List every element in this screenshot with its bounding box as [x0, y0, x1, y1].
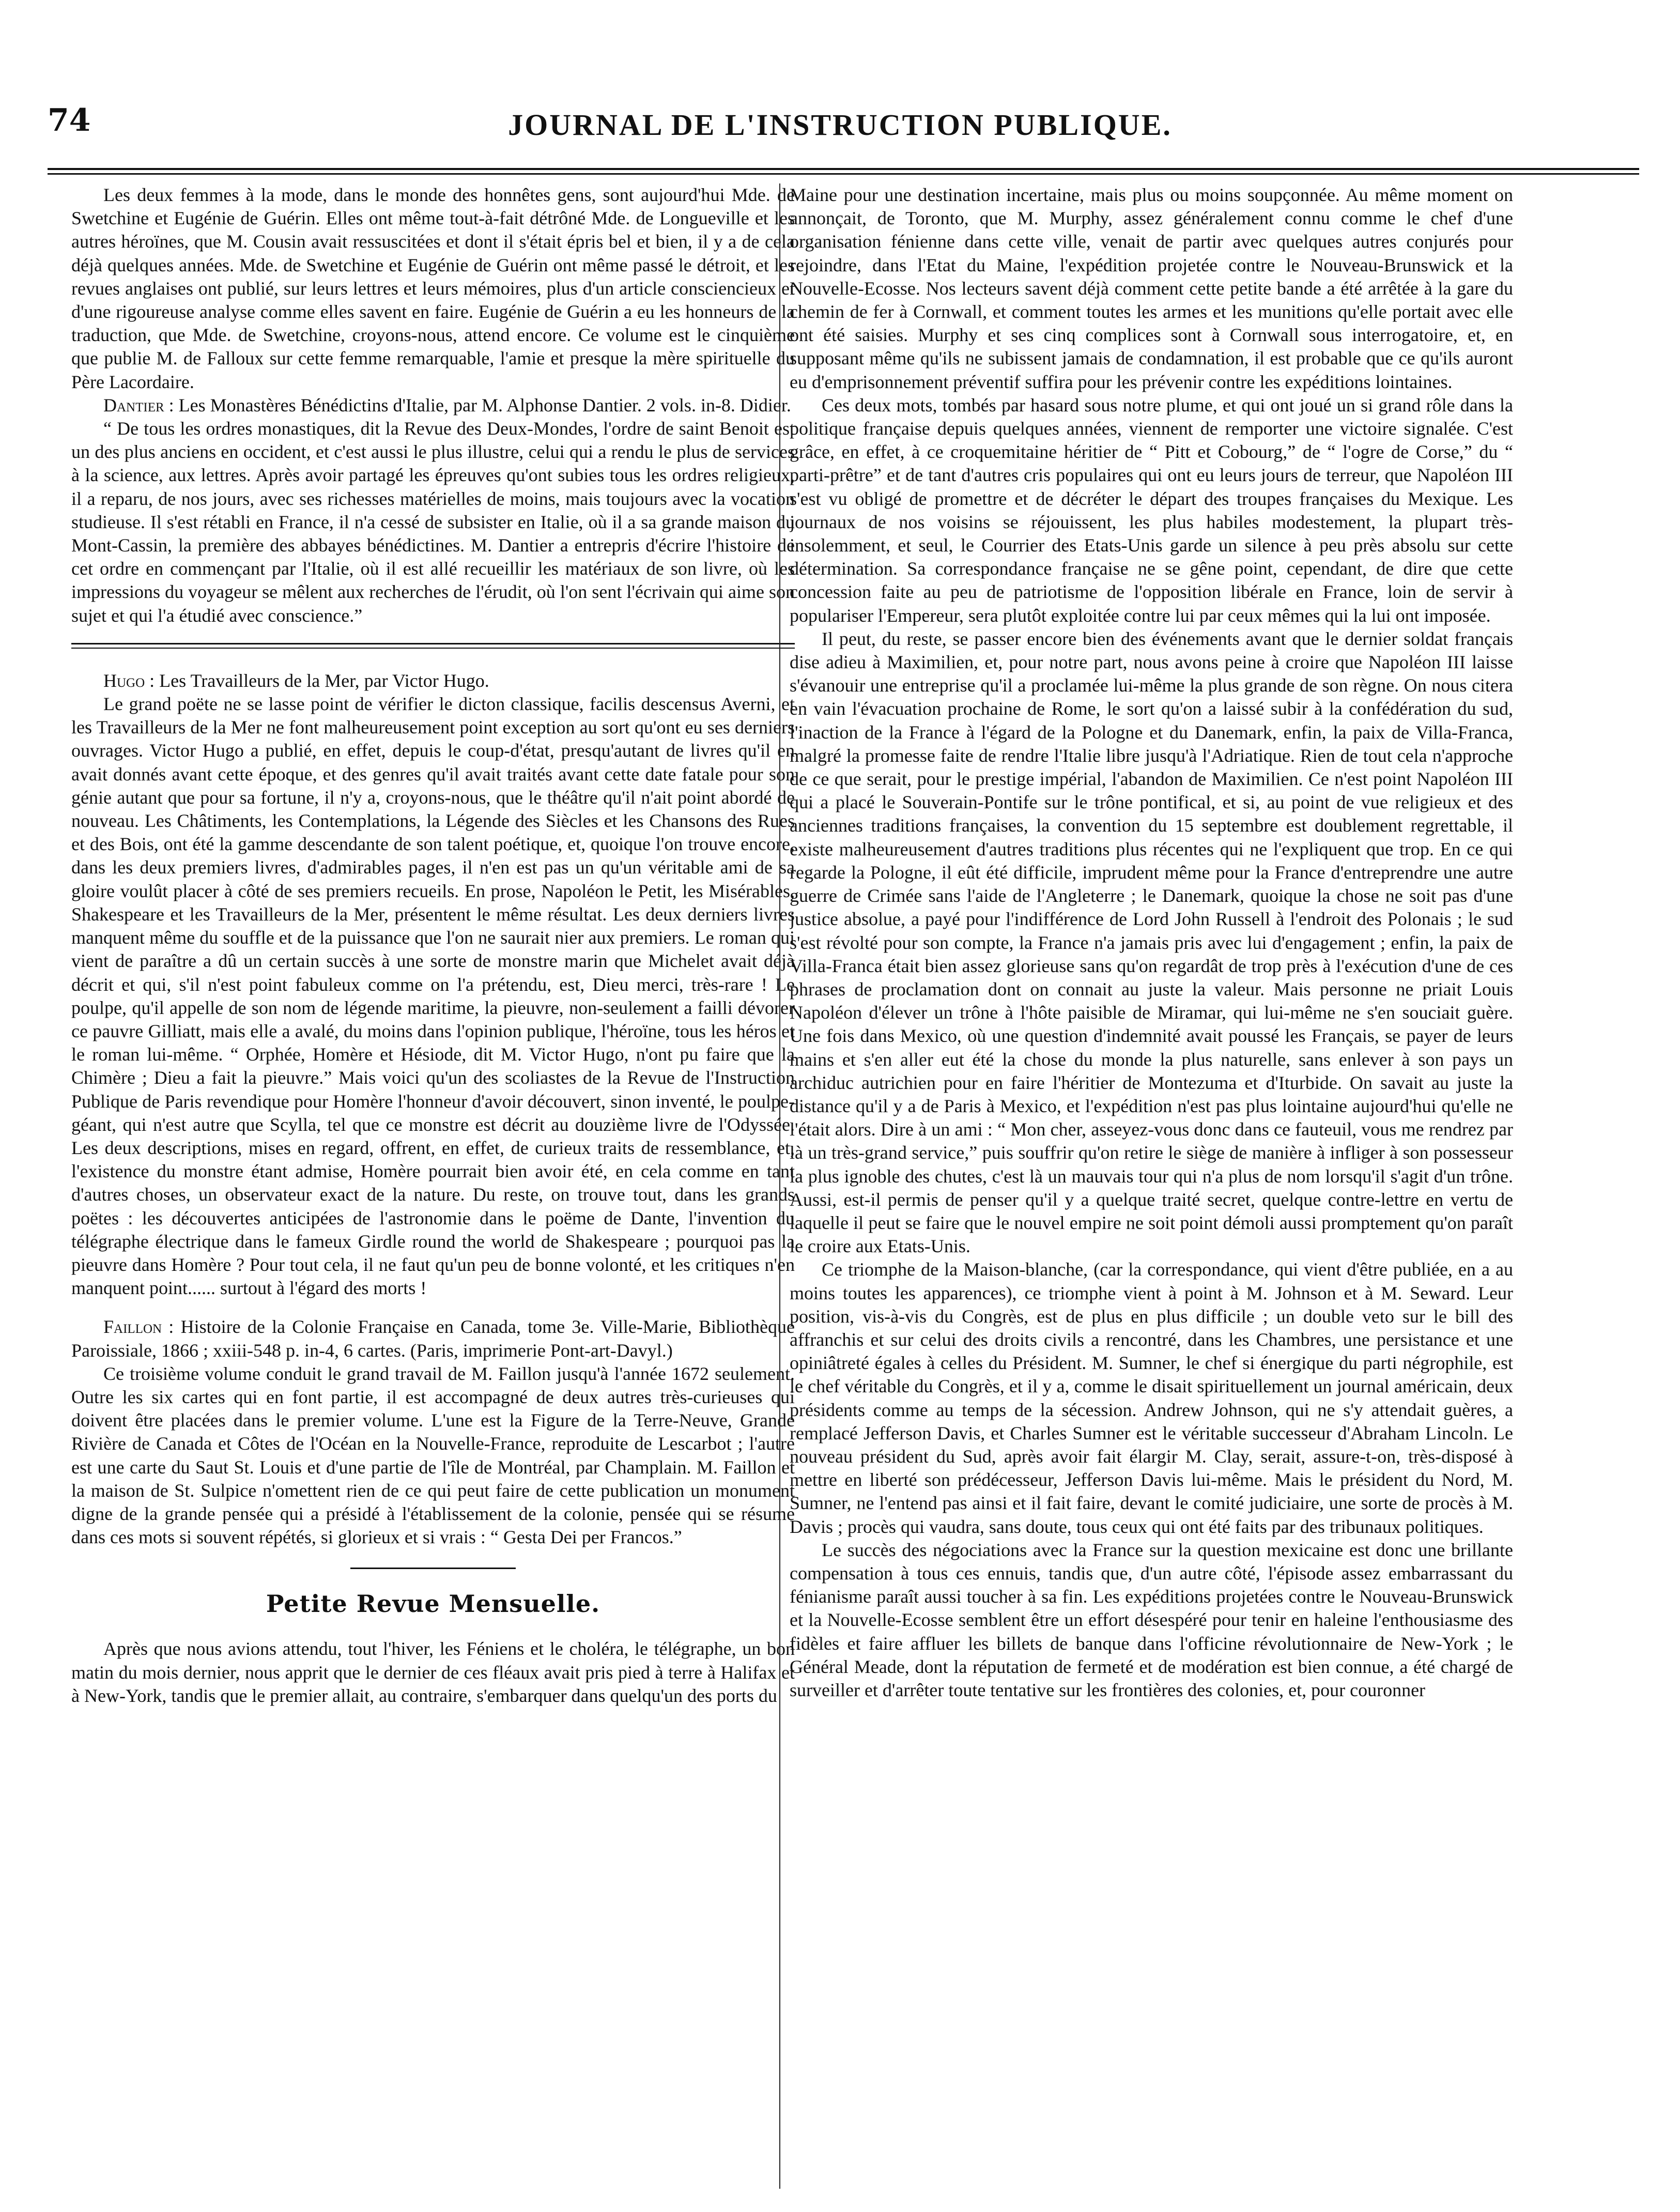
- page-number: 74: [48, 102, 91, 139]
- negociations-paragraph: Le succès des négociations avec la France sur la question mexicaine est donc une brillante compensation à tous ces ennuis, tandis que, d'un autre côté, l'épisode assez embarrassant du fénianisme paraît aussi toucher à sa fin. Les expéditions projetées contre le Nouveau-Brunswick et la Nouvelle-Ecosse semblent être un effort désespéré pour tenir en haleine l'enthousiasme des fidèles et faire affluer les billets de banque dans l'officine révolutionnaire de New-York ; le Général Meade, dont la réputation de fermeté et de modération est bien connue, a été chargé de surveiller et d'arrêter toute tentative sur les frontières des colonies, et, pour couronner: [790, 1539, 1513, 1700]
- short-divider: [350, 1568, 516, 1569]
- continued-paragraph: Maine pour une destination incertaine, mais plus ou moins soupçonnée. Au même moment on annonçait, de Toronto, que M. Murphy, assez généralement connu comme le chef d'une organisation fénienne dans cette ville, venait de partir avec quelques autres conjurés pour rejoindre, dans l'Etat du Maine, l'expédition projetée contre le Nouveau-Brunswick et la Nouvelle-Ecosse. Nos lecteurs savent déjà comment cette petite bande a été arrêtée à la gare du chemin de fer à Cornwall, et comment toutes les armes et les munitions qu'elle portait avec elle ont été saisies. Murphy et ses cinq complices sont à Cornwall sous interrogatoire, et, en supposant même qu'ils ne subissent jamais de condamnation, il est probable que ce qu'ils auront eu d'emprisonnement préventif suffira pour les prévenir contre les expéditions lointaines.: [790, 185, 1513, 392]
- mexico-paragraph: Ces deux mots, tombés par hasard sous notre plume, et qui ont joué un si grand rôle dans la politique française depuis quelques années, viennent de remporter une victoire signalée. C'est grâce, en effet, à ce croquemitaine héritier de “ Pitt et Cobourg,” de “ l'ogre de Corse,” du “ parti-prêtre” et de tant d'autres cris populaires qui ont eu leurs jours de terreur, que Napoléon III s'est vu obligé de promettre et de décréter le départ des troupes françaises du Mexique. Les journaux de nos voisins se réjouissent, les plus habiles modestement, la plupart très-insolemment, et seul, le Courrier des Etats-Unis garde un silence à peu près absolu sur cette détermination. Sa correspondance française ne se gêne point, cependant, de dire que cette concession faite au peu de patriotisme de l'opposition libérale en France, loin de servir à populariser l'Empereur, sera plutôt exploitée contre lui par ceux mêmes qui la lui ont imposée.: [790, 394, 1513, 626]
- intro-paragraph: Les deux femmes à la mode, dans le monde des honnêtes gens, sont aujourd'hui Mde. de Swetchine et Eugénie de Guérin. Elles ont même tout-à-fait détrôné Mde. de Longueville et les autres héroïnes, que M. Cousin avait ressuscitées et dont il s'était épris bel et bien, il y a de cela déjà quelques années. Mde. de Swetchine et Eugénie de Guérin ont même passé le détroit, et les revues anglaises ont publié, sur leurs lettres et leurs mémoires, plus d'un article consciencieux et d'une rigoureuse analyse comme elles savent en faire. Eugénie de Guérin a eu les honneurs de la traduction, que Mde. de Swetchine, croyons-nous, attend encore. Ce volume est le cinquième que publie M. de Falloux sur cette femme remarquable, l'amie et presque la mère spirituelle du Père Lacordaire.: [71, 185, 795, 392]
- hugo-citation: [71, 669, 795, 693]
- dantier-entry: [71, 394, 795, 627]
- revue-paragraph: Après que nous avions attendu, tout l'hiver, les Féniens et le choléra, le télégraphe, un bon matin du mois dernier, nous apprit que le dernier de ces fléaux avait pris pied à terre à Halifax et à New-York, tandis que le premier allait, au contraire, s'embarquer dans quelqu'un des ports du: [71, 1638, 795, 1706]
- right-column: [790, 183, 1513, 2194]
- section-title: Petite Revue Mensuelle.: [266, 1590, 600, 1618]
- maison-blanche-paragraph: Ce triomphe de la Maison-blanche, (car la correspondance, qui vient d'être publiée, en a au moins toutes les apparences), ce triomphe vient à point à M. Johnson et à M. Seward. Leur position, vis-à-vis du Congrès, est de plus en plus difficile ; un double veto sur le bill des affranchis et sur celui des droits civils a rencontré, dans les Chambres, une persistance et une opiniâtreté égales à celles du Président. M. Sumner, le chef si énergique du parti négrophile, est le chef véritable du Congrès, et il y a, comme le disait spirituellement un journal américain, deux présidents comme au temps de la sécession. Andrew Johnson, qui ne s'y attendait guères, a remplacé Jefferson Davis, et Charles Sumner est le véritable successeur d'Abraham Lincoln. Le nouveau président du Sud, après avoir fait élargir M. Clay, serait, assure-t-on, très-disposé à mettre en liberté son prédécesseur, Jefferson Davis lui-même. Mais le président du Nord, M. Sumner, ne l'entend pas ainsi et il fait faire, devant le comité judiciaire, une sorte de procès à M. Davis ; procès qui vaudra, sans doute, tous ceux qui ont été faits par des tribunaux politiques.: [790, 1259, 1513, 1537]
- dantier-citation: [71, 394, 795, 417]
- hugo-body: Le grand poëte ne se lasse point de vérifier le dicton classique, facilis descensus Averni, et les Travailleurs de la Mer ne font malheureusement point exception au sort qu'ont eu ses derniers ouvrages. Victor Hugo a publié, en effet, depuis le coup-d'état, presqu'autant de livres qu'il en avait donnés avant cette époque, et des genres qu'il avait traités avant cette date fatale pour son génie autant que pour sa fortune, il n'y a, croyons-nous, que le théâtre qu'il n'ait point abordé de nouveau. Les Châtiments, les Contemplations, la Légende des Siècles et les Chansons des Rues et des Bois, ont été la gamme descendante de son talent poétique, et, quoique l'on trouve encore, dans les deux premiers livres, d'admirables pages, il n'en est pas un qu'un véritable ami de sa gloire voulût placer à côté de ses premiers recueils. En prose, Napoléon le Petit, les Misérables, Shakespeare et les Travailleurs de la Mer, présentent le même résultat. Les deux derniers livres manquent même du souffle et de la puissance que l'on ne saurait nier aux premiers. Le roman qui vient de paraître a dû un certain succès à une sorte de monstre marin que Michelet avait déjà décrit et qui, s'il n'est point fabuleux comme on l'a prétendu, est, Dieu merci, très-rare ! Le poulpe, qu'il appelle de son nom de légende maritime, la pieuvre, non-seulement a failli dévorer ce pauvre Gilliatt, mais elle a avalé, du moins dans l'opinion publique, l'héroïne, tous les héros et le roman lui-même. “ Orphée, Homère et Hésiode, dit M. Victor Hugo, n'ont pu faire que la Chimère ; Dieu a fait la pieuvre.” Mais voici qu'un des scoliastes de la Revue de l'Instruction Publique de Paris revendique pour Homère l'honneur d'avoir découvert, sinon inventé, le poulpe-géant, qui n'est autre que Scylla, tel que ce monstre est décrit au douzième livre de l'Odyssée. Les deux descriptions, mises en regard, offrent, en effet, de curieux traits de ressemblance, et, l'existence du monstre étant admise, Homère pourrait bien avoir été, en cela comme en tant d'autres choses, un observateur exact de la nature. Du reste, on trouve tout, dans les grands poëtes : les découvertes anticipées de l'astronomie dans le poëme de Dante, l'invention du télégraphe électrique dans le fameux Girdle round the world de Shakespeare ; pourquoi pas la pieuvre dans Homère ? Pour tout cela, il ne faut qu'un peu de bonne volonté, et les critiques n'en manquent point...... surtout à l'égard des morts !: [71, 694, 795, 1299]
- section-divider: [71, 643, 795, 649]
- faillon-entry: [71, 1315, 795, 1549]
- header-rule-secondary: [48, 173, 1639, 175]
- faillon-body: Ce troisième volume conduit le grand travail de M. Faillon jusqu'à l'année 1672 seulement. Outre les six cartes qui en font partie, il est accompagné de deux autres très-curieuses qui doivent être placées dans le premier volume. L'une est la Figure de la Terre-Neuve, Grande Rivière de Canada et Côtes de l'Océan en la Nouvelle-France, reproduite de Lescarbot ; l'autre est une carte du Saut St. Louis et d'une partie de l'île de Montréal, par Champlain. M. Faillon et la maison de St. Sulpice n'omettent rien de ce qui peut faire de cette publication un monument digne de la grande pensée qui a présidé à l'établissement de la colonie, pensée qui se résume dans ces mots si souvent répétés, si glorieux et si vrais : “ Gesta Dei per Francos.”: [71, 1363, 795, 1548]
- hugo-reference: Les Travailleurs de la Mer, par Victor Hugo.: [159, 670, 489, 691]
- dantier-author: Dantier :: [103, 394, 174, 416]
- hugo-author: Hugo :: [103, 670, 155, 691]
- column-divider: [779, 183, 780, 2189]
- faillon-citation: [71, 1315, 795, 1362]
- dantier-body: “ De tous les ordres monastiques, dit la Revue des Deux-Mondes, l'ordre de saint Benoit est un des plus anciens en occident, et c'est aussi le plus illustre, celui qui a rendu le plus de services à la science, aux lettres. Après avoir partagé les épreuves qu'ont subies tous les ordres religieux, il a reparu, de nos jours, avec ses richesses matérielles de moins, mais toujours avec la vocation studieuse. Il s'est rétabli en France, il n'a cessé de subsister en Italie, où il a sa grande maison du Mont-Cassin, la première des abbayes bénédictines. M. Dantier a entrepris d'écrire l'histoire de cet ordre en commençant par l'Italie, où il est allé recueillir les matériaux de son livre, où les impressions du voyageur se mêlent aux recherches de l'érudit, où l'on sent l'écrivain qui aime son sujet et qui l'a étudié avec conscience.”: [71, 418, 795, 626]
- header-rule: [48, 168, 1639, 170]
- running-title: JOURNAL DE L'INSTRUCTION PUBLIQUE.: [508, 108, 1172, 142]
- faillon-reference: Histoire de la Colonie Française en Canada, tome 3e. Ville-Marie, Bibliothèque Paroissiale, 1866 ; xxiii-548 p. in-4, 6 cartes. (Paris, imprimerie Pont-art-Davyl.): [71, 1316, 795, 1361]
- left-column: [71, 183, 795, 2194]
- hugo-entry: [71, 669, 795, 1300]
- faillon-author: Faillon :: [103, 1316, 174, 1338]
- dantier-reference: Les Monastères Bénédictins d'Italie, par M. Alphonse Dantier. 2 vols. in-8. Didier.: [178, 394, 791, 416]
- maximilien-paragraph: Il peut, du reste, se passer encore bien des événements avant que le dernier soldat français dise adieu à Maximilien, et, pour notre part, nous avons peine à croire que Napoléon III laisse s'évanouir une entreprise qu'il a proclamée lui-même la plus grande de son règne. On nous citera en vain l'évacuation prochaine de Rome, le sort qu'on a laissé subir à la confédération du sud, l'inaction de la France à l'égard de la Pologne et du Danemark, enfin, la paix de Villa-Franca, malgré la promesse faite de rendre l'Italie libre jusqu'à l'Adriatique. Rien de tout cela n'approche de ce que serait, pour le prestige impérial, l'abandon de Maximilien. Ce n'est point Napoléon III qui a placé le Souverain-Pontife sur le trône pontifical, et si, au point de vue religieux et des anciennes traditions françaises, la convention du 15 septembre est doublement regrettable, il existe malheureusement d'autres traditions plus récentes qui ne l'expliquent que trop. En ce qui regarde la Pologne, il eût été difficile, imprudent même pour la France d'entreprendre une autre guerre de Crimée sans l'aide de l'Angleterre ; le Danemark, quoique la chose ne soit pas d'une justice absolue, a payé pour l'indifférence de Lord John Russell à l'endroit des Polonais ; le sud s'est révolté pour son compte, la France n'a jamais pris avec lui d'engagement ; enfin, la paix de Villa-Franca était bien assez glorieuse sans qu'on regardât de trop près à l'exécution d'une de ces phrases de proclamation dont on connait au juste la valeur. Mais personne ne priait Louis Napoléon d'élever un trône à l'hôte paisible de Miramar, qui lui-même ne s'en souciait guère. Une fois dans Mexico, où une question d'indemnité avait poussé les Français, se payer de leurs mains et s'en aller eut été la chose du monde la plus naturelle, sans enlever à son pays un archiduc autrichien pour en faire l'héritier de Montezuma et d'Iturbide. On savait au juste la distance qu'il y a de Paris à Mexico, et l'expédition n'est pas plus lointaine aujourd'hui qu'elle ne l'était alors. Dire à un ami : “ Mon cher, asseyez-vous donc dans ce fauteuil, vous me rendrez par là un très-grand service,” puis souffrir qu'on retire le siège de manière à infliger à son possesseur la plus ignoble des chutes, c'est là un mauvais tour qui n'a plus de nom lorsqu'il s'agit d'un trône. Aussi, est-il permis de penser qu'il y a quelque traité secret, quelque contre-lettre en vertu de laquelle il peut se faire que le nouvel empire ne soit point démoli aussi promptement qu'on paraît le croire aux Etats-Unis.: [790, 628, 1513, 1257]
